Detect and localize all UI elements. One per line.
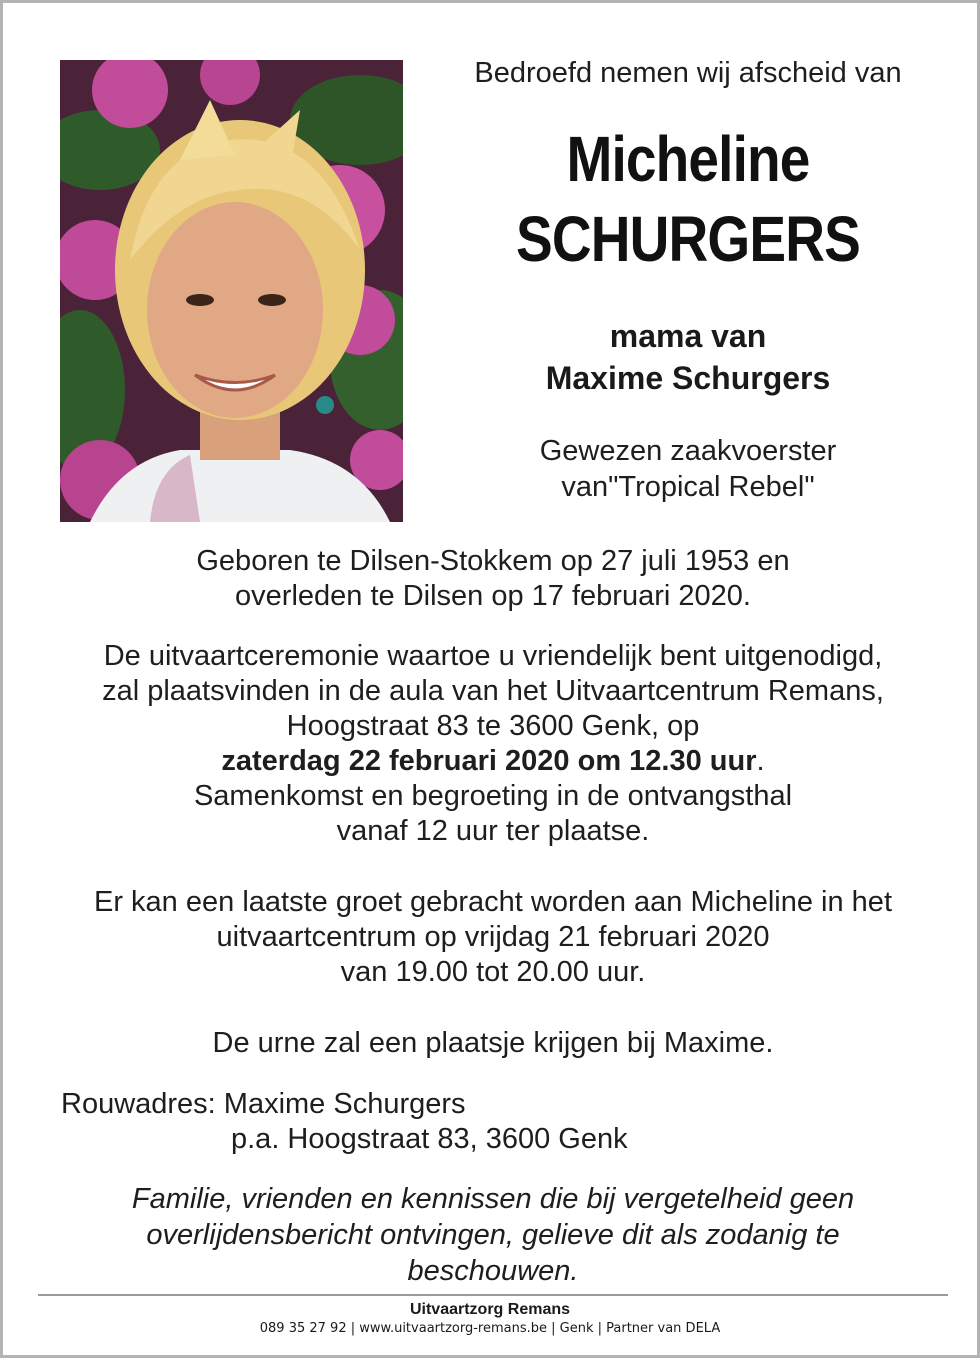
visitation-line-3: van 19.00 tot 20.00 uur. <box>340 956 646 988</box>
visitation-paragraph <box>33 885 953 990</box>
ceremony-line-6: vanaf 12 uur ter plaatse. <box>336 815 650 847</box>
ceremony-paragraph <box>33 639 953 849</box>
birth-death-paragraph <box>33 544 953 614</box>
notice-paragraph <box>83 1181 903 1289</box>
urn-paragraph: De urne zal een plaatsje krijgen bij Maxime. <box>212 1027 774 1059</box>
notice-line-2: overlijdensbericht ontvingen, gelieve dit als zodanig te <box>146 1219 840 1251</box>
ceremony-line-3: Hoogstraat 83 te 3600 Genk, op <box>286 710 700 742</box>
relation-line-2: Maxime Schurgers <box>545 360 831 396</box>
funeral-company-name: Uitvaartzorg Remans <box>409 1301 571 1318</box>
ceremony-line-1: De uitvaartceremonie waartoe u vriendelijk bent uitgenodigd, <box>103 640 883 672</box>
ceremony-line-2: zal plaatsvinden in de aula van het Uitvaartcentrum Remans, <box>102 675 884 707</box>
ceremony-line-5: Samenkomst en begroeting in de ontvangsthal <box>193 780 793 812</box>
ceremony-date: zaterdag 22 februari 2020 om 12.30 uur <box>221 745 757 777</box>
address-line-1: Rouwadres: Maxime Schurgers <box>61 1088 466 1120</box>
header-block <box>423 53 953 505</box>
ceremony-date-suffix: . <box>756 745 765 777</box>
mourning-address <box>61 1087 861 1157</box>
intro-text: Bedroefd nemen wij afscheid van <box>474 57 902 89</box>
notice-line-1: Familie, vrienden en kennissen die bij vergetelheid geen <box>131 1183 855 1215</box>
birth-line: Geboren te Dilsen-Stokkem op 27 juli 1953 en <box>196 545 790 577</box>
portrait-photo <box>60 60 403 522</box>
notice-line-3: beschouwen. <box>407 1255 579 1287</box>
visitation-line-2: uitvaartcentrum op vrijdag 21 februari 2020 <box>216 921 770 953</box>
address-line-2: p.a. Hoogstraat 83, 3600 Genk <box>231 1123 628 1155</box>
ceremony-date-line <box>33 744 953 779</box>
deceased-last-name: SCHURGERS <box>516 203 860 275</box>
visitation-line-1: Er kan een laatste groet gebracht worden aan Micheline in het <box>94 886 892 918</box>
deceased-first-name: Micheline <box>566 123 810 195</box>
relation-line-1: mama van <box>609 318 767 354</box>
occupation-line-1: Gewezen zaakvoerster <box>539 435 837 467</box>
death-line: overleden te Dilsen op 17 februari 2020. <box>235 580 751 612</box>
occupation-line-2: van"Tropical Rebel" <box>561 471 815 503</box>
footer-divider <box>38 1294 948 1296</box>
funeral-company-contact: 089 35 27 92 | www.uitvaartzorg-remans.be | Genk | Partner van DELA <box>259 1321 721 1336</box>
portrait-image <box>60 60 403 522</box>
